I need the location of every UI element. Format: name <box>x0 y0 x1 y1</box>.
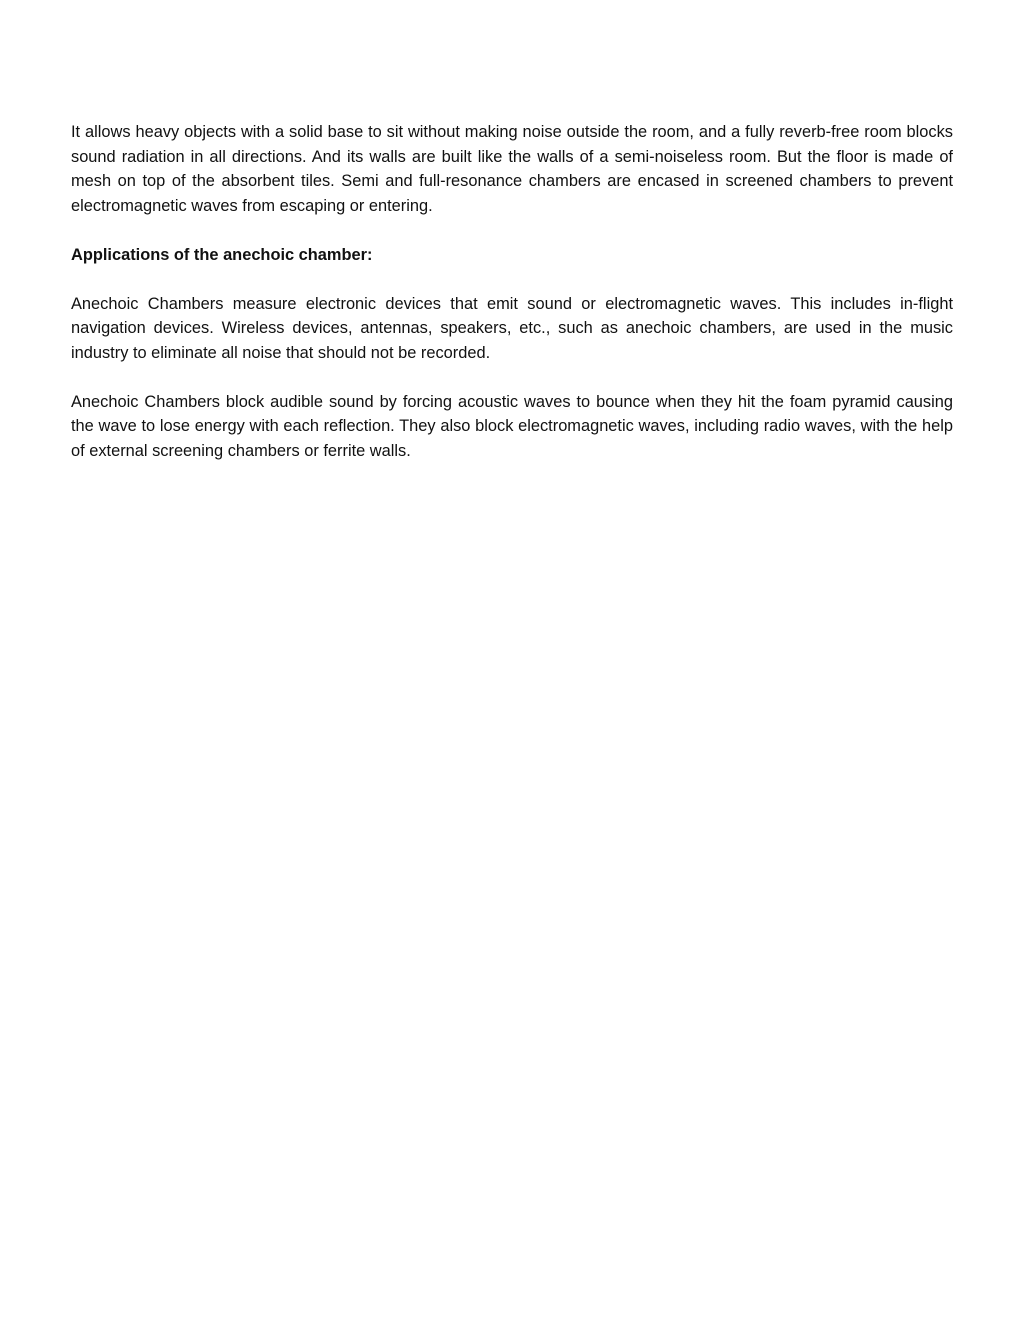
document-page <box>71 120 953 488</box>
paragraph-intro: It allows heavy objects with a solid base to sit without making noise outside the room, and a fully reverb-free room blocks sound radiation in all directions. And its walls are built like the walls of a semi-noiseless room. But the floor is made of mesh on top of the absorbent tiles. Semi and full-resonance chambers are encased in screened chambers to prevent electromagnetic waves from escaping or entering. <box>71 123 953 215</box>
paragraph-applications: Anechoic Chambers measure electronic devices that emit sound or electromagnetic waves. This includes in-flight navigation devices. Wireless devices, antennas, speakers, etc., such as anechoic chambers, are used in the music industry to eliminate all noise that should not be recorded. <box>71 294 953 362</box>
section-heading: Applications of the anechoic chamber: <box>71 245 373 264</box>
paragraph-blocking: Anechoic Chambers block audible sound by forcing acoustic waves to bounce when they hit the foam pyramid causing the wave to lose energy with each reflection. They also block electromagnetic waves, including radio waves, with the help of external screening chambers or ferrite walls. <box>71 392 953 460</box>
